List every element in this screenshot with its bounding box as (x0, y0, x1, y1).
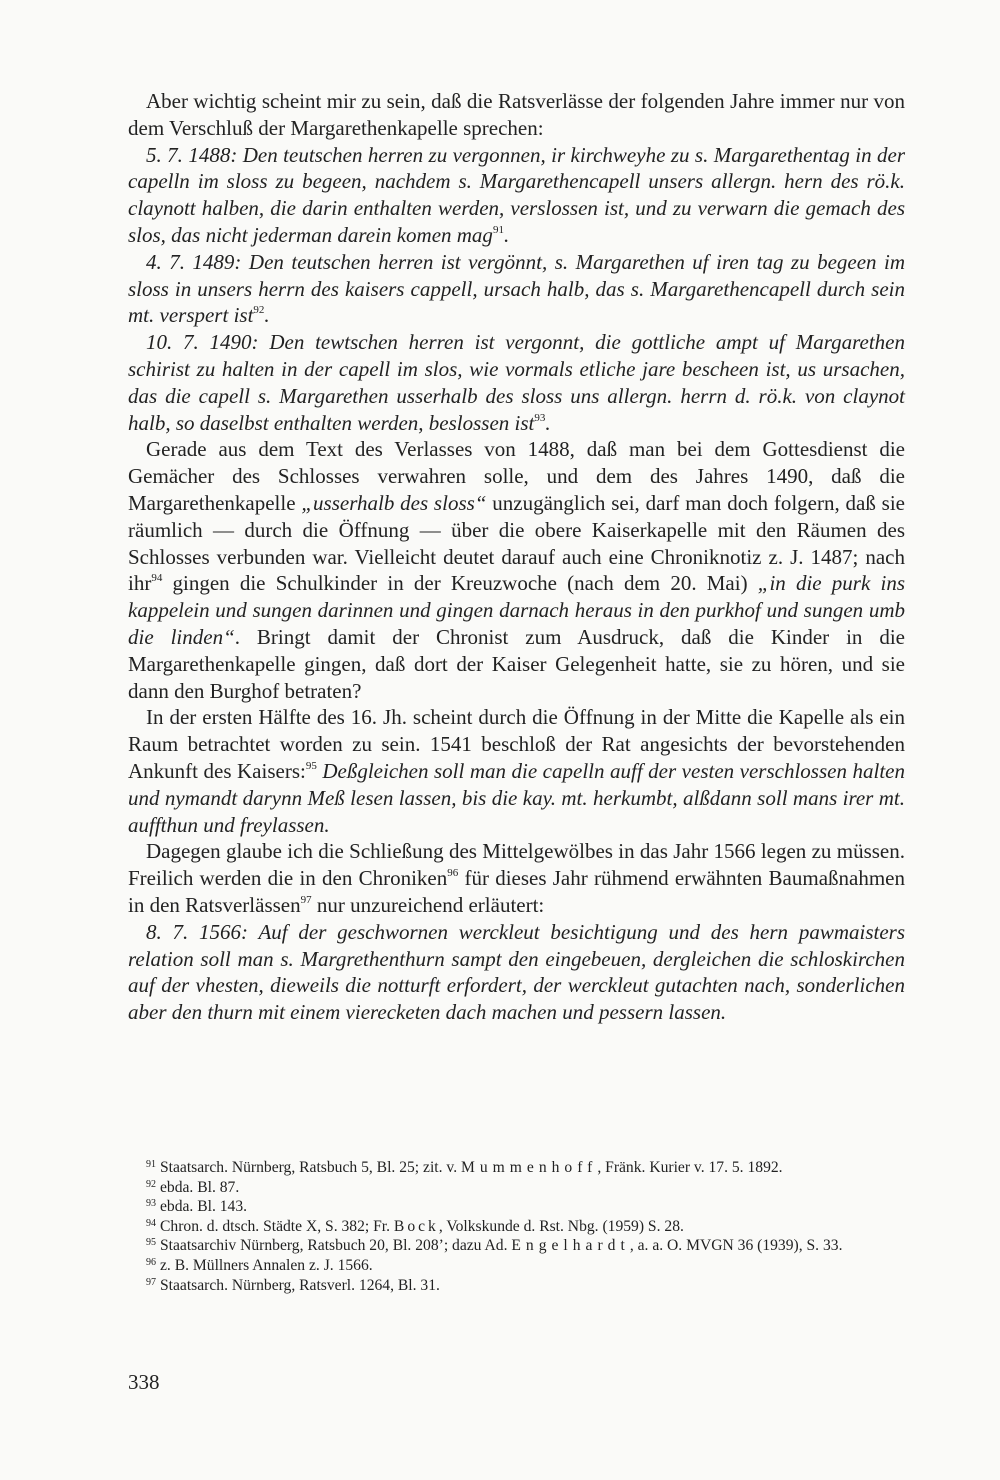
footnote-text: Chron. d. dtsch. Städte X, S. 382; Fr. (160, 1217, 394, 1235)
footnote-text: ebda. Bl. 143. (160, 1198, 248, 1216)
paragraph-text: In der ersten Hälfte des 16. Jh. scheint durch die Öffnung in der Mitte die Kapelle als ein Raum betrachtet worden zu sein. 1541 beschloß der Rat angesichts der bevorstehenden Ankunft des Kaisers: (128, 705, 905, 783)
paragraph-text: . Bringt damit der Chronist zum Ausdruck, daß die Kinder in die Margarethenkapelle gingen, daß dort der Kaiser Gelegenheit hatte, sie zu hören, und sie dann den Burghof betraten? (128, 624, 905, 703)
inline-quote: „usserhalb des sloss“ (301, 490, 487, 515)
quote-1566 (128, 919, 905, 1026)
quote-text: Auf der geschwornen werckleut besichtigung und des hern pawmaisters relation soll man s. Margrethenthurn sampt den eingebeuen, dergleichen die schloskirchen auf der vhesten, dieweils die notturft erfordert, der werckleut gutachten nach, sonderlichen aber den thurn mit einem vierecketen dach machen und pessern lassen. (128, 919, 906, 1025)
quote-date: 8. 7. 1566: (146, 919, 249, 944)
paragraph-text: gingen die Schulkinder in der Kreuzwoche (nach dem 20. Mai) (162, 571, 758, 596)
footnote-text: ebda. Bl. 87. (160, 1178, 240, 1196)
quote-date: 10. 7. 1490: (146, 330, 259, 355)
footnote-text: Staatsarch. Nürnberg, Ratsbuch 5, Bl. 25; zit. v. (160, 1159, 461, 1176)
footnote-text: , Fränk. Kurier v. 17. 5. 1892. (597, 1159, 783, 1176)
quote-1488: 5. 7. 1488: Den teutschen herren zu vergonnen, ir kirchweyhe zu s. Margarethentag in der capelln im sloss zu begeen, nachdem s. Margarethencapell unsers allergn. hern des rö.k. claynott halben, die darin enthalten werden, verslossen ist, und zu verwarn die gemach des slos, das nicht jederman darein komen mag$^{91}$. (128, 142, 906, 247)
footnote-text: , a. a. O. MVGN 36 (1939), S. 33. (629, 1237, 843, 1255)
footnote-number: 96 (146, 1256, 156, 1268)
quote-text: Den tewtschen herren ist vergonnt, die gottliche ampt uf Margarethen schirist zu halten in der capell im slos, wie vormals etliche jare bescheen ist, us ursachen, das die capell s. Margarethen usserhalb des sloss uns allergn. herrn d. rö.k. von claynot halb, so daselbst enthalten werden, beslossen ist (128, 330, 905, 435)
inline-quote: „in die purk ins kappelein und sungen darinnen und gingen darnach heraus in den purkhof und sungen umb die linden“ (128, 571, 905, 649)
quote-date: 5. 7. 1488: (146, 142, 238, 167)
footnote-text: , Volkskunde d. Rst. Nbg. (1959) S. 28. (438, 1217, 684, 1235)
footnote-92 (128, 1178, 905, 1198)
footnote-number: 92 (146, 1178, 156, 1190)
footnote-93 (128, 1197, 905, 1217)
quote-text: Den teutschen herren zu vergonnen, ir kirchweyhe zu s. Margarethentag in der capelln im sloss zu begeen, nachdem s. Margarethencapell unsers allergn. hern des rö.k. claynott halben, die darin enthalten werden, verslossen ist, und zu verwarn die gemach des slos, das nicht jederman darein komen mag (128, 142, 906, 247)
footnotes (128, 1158, 905, 1295)
paragraph-text: für dieses Jahr rühmend erwähnten Baumaßnahmen in den Ratsverlässen (128, 866, 905, 917)
paragraph-text: unzugänglich sei, darf man doch folgern, daß sie räumlich — durch die Öffnung — über die obere Kaiserkapelle mit den Räumen des Schlosses verbunden war. Vielleicht deutet darauf auch eine Chroniknotiz z. J. 1487; nach ihr (128, 490, 905, 596)
footnote-95 (128, 1236, 905, 1256)
footnote-number: 93 (146, 1198, 156, 1210)
quote-1490: 10. 7. 1490: Den tewtschen herren ist vergonnt, die gottliche ampt uf Margarethen schirist zu halten in der capell im slos, wie vormals etliche jare bescheen ist, us ursachen, das die capell s. Margarethen usserhalb des sloss uns allergn. herrn d. rö.k. von claynot halb, so daselbst enthalten werden, beslossen ist$^{93}$. (128, 330, 905, 435)
footnote-number: 94 (146, 1217, 156, 1229)
main-text (128, 88, 905, 1026)
footnote-number: 95 (146, 1237, 156, 1249)
footnote-text: Staatsarchiv Nürnberg, Ratsbuch 20, Bl. 208’; dazu Ad. (160, 1237, 512, 1255)
footnote-96 (128, 1256, 905, 1276)
author-name: Mummenhoff (461, 1159, 598, 1176)
footnote-ref[interactable]: 94 (151, 572, 163, 585)
footnote-text: Staatsarch. Nürnberg, Ratsverl. 1264, Bl. 31. (160, 1276, 440, 1294)
footnote-94 (128, 1217, 905, 1237)
footnote-ref[interactable]: 91 (492, 223, 504, 236)
author-name: Engelhardt (511, 1237, 630, 1255)
quote-1489: 4. 7. 1489: Den teutschen herren ist vergönnt, s. Margarethen uf iren tag zu begeen im sloss in unsers herrn des kaisers cappell, ursach halb, das s. Margarethencapell durch sein mt. verspert ist$^{92}$. (128, 249, 905, 328)
footnote-97 (128, 1276, 905, 1296)
footnote-text: z. B. Müllners Annalen z. J. 1566. (160, 1256, 373, 1274)
paragraph-gerade (128, 436, 905, 704)
quote-date: 4. 7. 1489: (146, 249, 242, 274)
footnote-91 (128, 1158, 905, 1178)
footnote-number: 97 (146, 1276, 156, 1288)
paragraph-intro (128, 88, 905, 142)
footnote-ref[interactable]: 92 (253, 304, 265, 317)
footnote-ref[interactable]: 93 (534, 411, 546, 424)
paragraph-dagegen (128, 838, 905, 918)
footnote-ref[interactable]: 97 (300, 893, 312, 906)
paragraph-text: Gerade aus dem Text des Verlasses von 1488, daß man bei dem Gottesdienst die Gemächer des Schlosses verwahren solle, und dem des Jahres 1490, daß die Margarethenkapelle (128, 437, 905, 515)
footnote-ref[interactable]: 96 (447, 867, 459, 880)
quote-text: Den teutschen herren ist vergönnt, s. Margarethen uf iren tag zu begeen im sloss in unsers herrn des kaisers cappell, ursach halb, das s. Margarethencapell durch sein mt. verspert ist (128, 249, 905, 328)
paragraph-text: nur unzureichend erläutert: (311, 892, 545, 917)
page-number: 338 (128, 1370, 160, 1394)
paragraph-text: Dagegen glaube ich die Schließung des Mittelgewölbes in das Jahr 1566 legen zu müssen. Freilich werden die in den Chroniken (128, 839, 905, 891)
paragraph-text: Aber wichtig scheint mir zu sein, daß die Ratsverlässe der folgenden Jahre immer nur von dem Verschluß der Margarethenkapelle sprechen: (128, 89, 905, 140)
footnote-ref[interactable]: 95 (305, 759, 317, 772)
footnote-number: 91 (146, 1159, 156, 1170)
author-name: Bock (393, 1217, 439, 1235)
inline-quote: Deßgleichen soll man die capelln auff der vesten verschlossen halten und nymandt darynn Meß lesen lassen, bis die kay. mt. herkumbt, alßdann soll mans irer mt. auffthun und freylassen. (128, 758, 905, 837)
paragraph-haelfte (128, 704, 905, 838)
